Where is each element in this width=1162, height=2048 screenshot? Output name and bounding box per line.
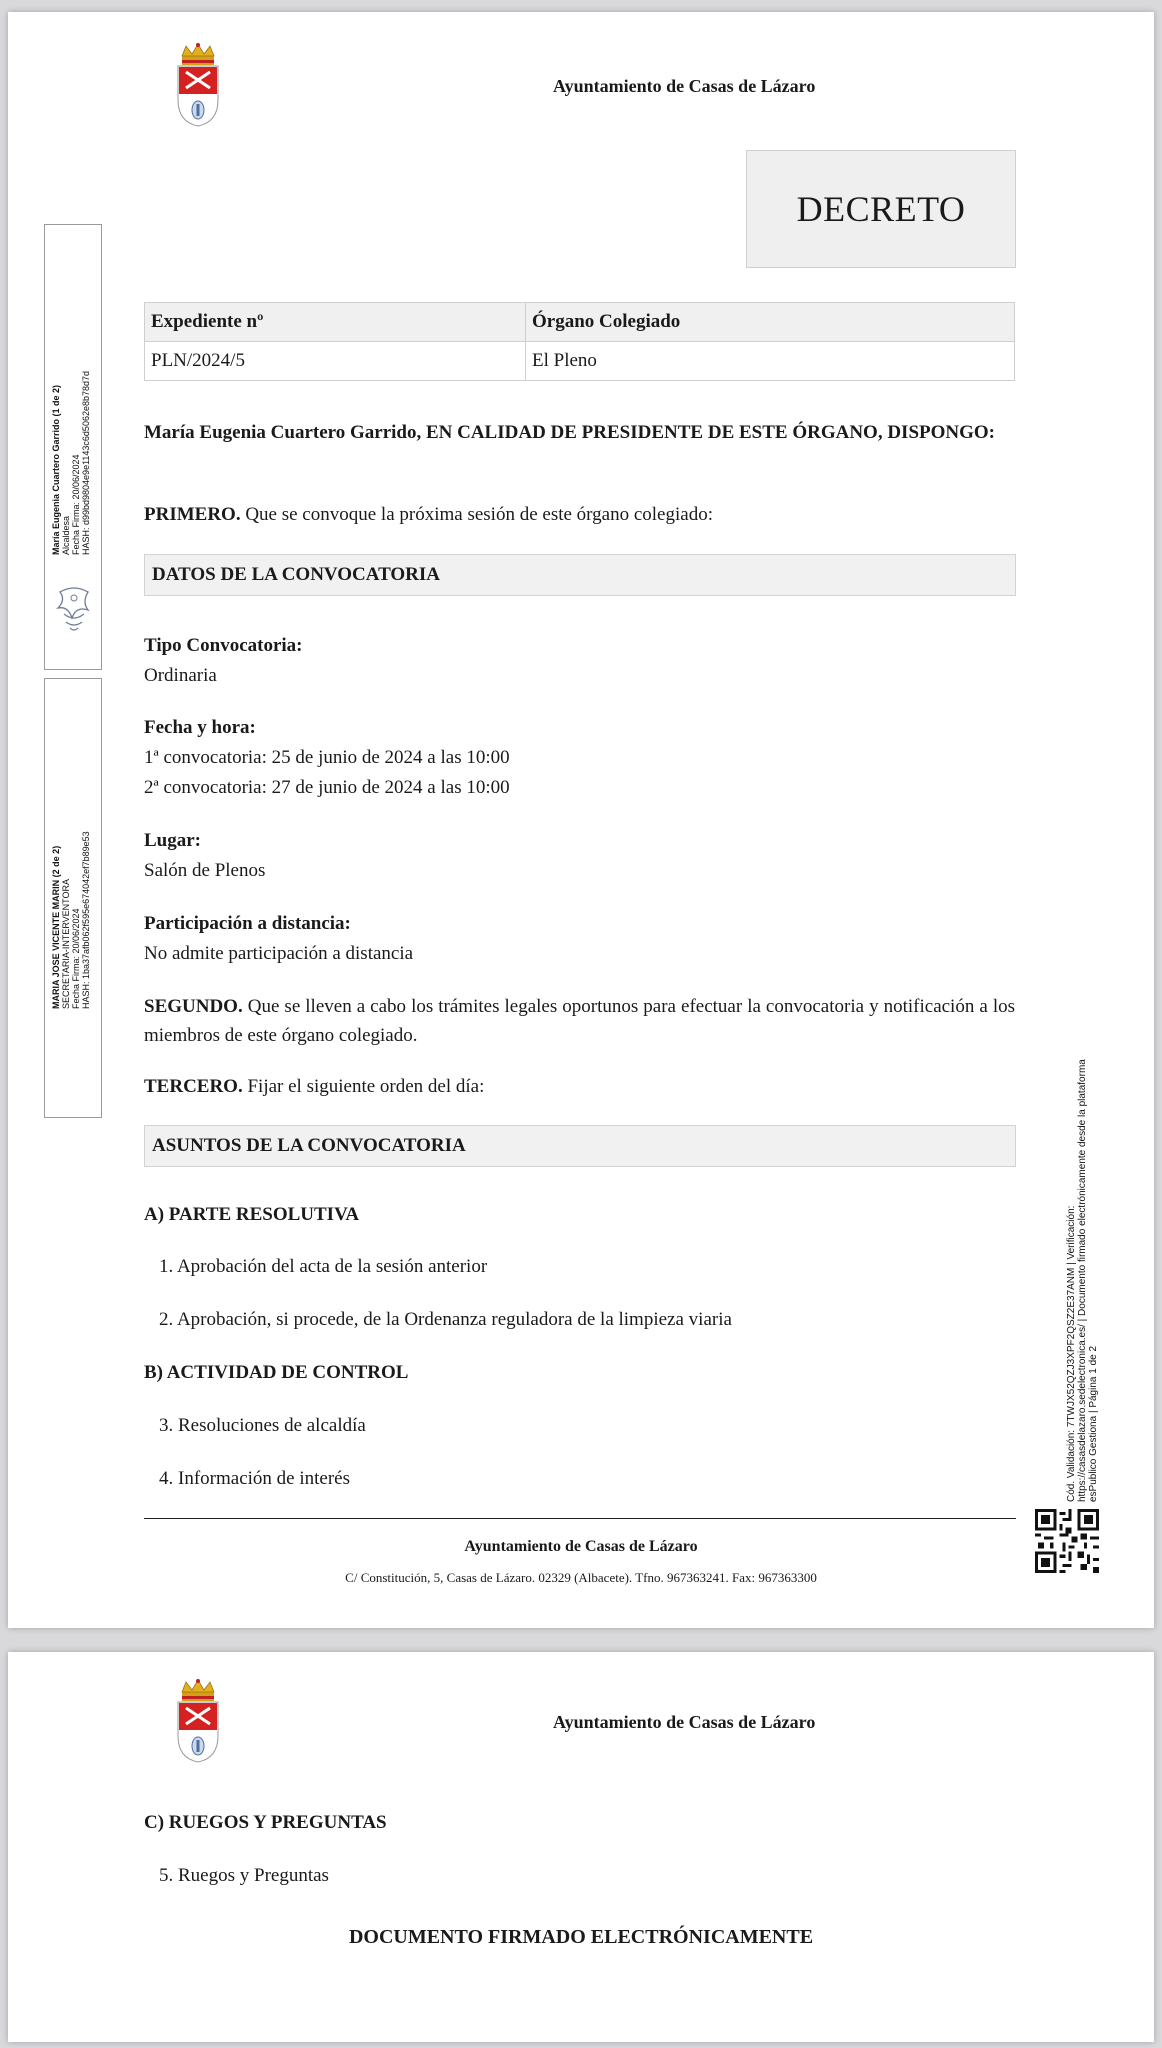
header-org-name: Ayuntamiento de Casas de Lázaro xyxy=(553,1712,816,1732)
footer-address: C/ Constitución, 5, Casas de Lázaro. 02329 (Albacete). Tfno. 967363241. Fax: 967363300 xyxy=(345,1570,817,1585)
signature-1-date: Fecha Firma: 20/06/2024 xyxy=(71,454,81,555)
list-item: 5. Ruegos y Preguntas xyxy=(159,1865,329,1886)
decree-title: DECRETO xyxy=(746,150,1016,268)
primero-paragraph xyxy=(144,500,1015,529)
primero-label: PRIMERO. xyxy=(144,504,241,525)
signature-stamp-icon xyxy=(54,584,94,634)
list-item: 2. Aprobación, si procede, de la Ordenanza reguladora de la limpieza viaria xyxy=(159,1309,732,1330)
organo-value: El Pleno xyxy=(526,342,1015,381)
lugar-value: Salón de Plenos xyxy=(144,860,266,881)
signature-2-hash: HASH: 1ba37afb062f595e674042ef7b89e53 xyxy=(81,831,91,1009)
fecha-first: 1ª convocatoria: 25 de junio de 2024 a las 10:00 xyxy=(144,747,510,768)
expediente-header: Expediente nº xyxy=(145,303,526,342)
signature-panel-2 xyxy=(44,678,102,1118)
expediente-table xyxy=(144,302,1015,381)
signed-document-notice: DOCUMENTO FIRMADO ELECTRÓNICAMENTE xyxy=(348,1926,814,1948)
tipo-label: Tipo Convocatoria: xyxy=(144,635,303,656)
signature-2-date: Fecha Firma: 20/06/2024 xyxy=(71,908,81,1009)
fecha-second: 2ª convocatoria: 27 de junio de 2024 a las 10:00 xyxy=(144,777,510,798)
asuntos-section-title: ASUNTOS DE LA CONVOCATORIA xyxy=(144,1125,1016,1167)
coat-of-arms-logo xyxy=(172,42,224,128)
document-page-1 xyxy=(8,12,1154,1628)
validation-text: Cód. Validación: 7TWJX52QZJ3XPF2QSZ2E37ANM | Verificación: https://casasdelazaro.sedelectronica.es/ | Documento firmado electrónicamente desde la plataforma esPublico Gestiona | Página 1 de 2 xyxy=(1066,1059,1099,1502)
tercero-label: TERCERO. xyxy=(144,1076,243,1097)
parte-b-title: B) ACTIVIDAD DE CONTROL xyxy=(144,1362,409,1383)
expediente-value: PLN/2024/5 xyxy=(145,342,526,381)
footer-divider xyxy=(144,1518,1016,1519)
participacion-label: Participación a distancia: xyxy=(144,913,351,934)
list-item: 1. Aprobación del acta de la sesión anterior xyxy=(159,1256,488,1277)
signature-2-name: MARIA JOSE VICENTE MARIN (2 de 2) xyxy=(51,845,61,1009)
lugar-label: Lugar: xyxy=(144,830,201,851)
signature-1-name: María Eugenia Cuartero Garrido (1 de 2) xyxy=(51,384,61,555)
participacion-value: No admite participación a distancia xyxy=(144,943,414,964)
tercero-paragraph xyxy=(144,1072,1015,1101)
signature-2-role: SECRETARIA-INTERVENTORA xyxy=(61,878,71,1009)
tercero-text: Fijar el siguiente orden del día: xyxy=(242,1076,485,1097)
segundo-text: Que se lleven a cabo los trámites legales oportunos para efectuar la convocatoria y notificación a los miembros de este órgano colegiado. xyxy=(144,996,1015,1046)
segundo-label: SEGUNDO. xyxy=(144,996,243,1017)
footer-org-name: Ayuntamiento de Casas de Lázaro xyxy=(464,1538,698,1555)
segundo-paragraph xyxy=(144,992,1015,1050)
organo-header: Órgano Colegiado xyxy=(526,303,1015,342)
intro-paragraph: María Eugenia Cuartero Garrido, EN CALIDAD DE PRESIDENTE DE ESTE ÓRGANO, DISPONGO: xyxy=(144,422,996,443)
primero-text: Que se convoque la próxima sesión de este órgano colegiado: xyxy=(240,504,713,525)
signature-2-text xyxy=(51,831,91,1009)
fecha-label: Fecha y hora: xyxy=(144,717,256,738)
list-item: 3. Resoluciones de alcaldía xyxy=(159,1415,366,1436)
signature-1-role: Alcaldesa xyxy=(61,515,71,555)
tipo-value: Ordinaria xyxy=(144,665,217,686)
signature-1-text xyxy=(51,371,91,555)
signature-1-hash: HASH: d99bd9804e9e1143c6d5062e8b78d7d xyxy=(81,371,91,555)
coat-of-arms-logo xyxy=(172,1678,224,1764)
list-item: 4. Información de interés xyxy=(159,1468,350,1489)
document-page-2 xyxy=(8,1652,1154,2042)
datos-section-title: DATOS DE LA CONVOCATORIA xyxy=(144,554,1016,596)
header-org-name: Ayuntamiento de Casas de Lázaro xyxy=(553,76,816,96)
parte-c-title: C) RUEGOS Y PREGUNTAS xyxy=(144,1812,387,1833)
parte-a-title: A) PARTE RESOLUTIVA xyxy=(144,1204,360,1225)
qr-code-icon xyxy=(1035,1509,1099,1573)
